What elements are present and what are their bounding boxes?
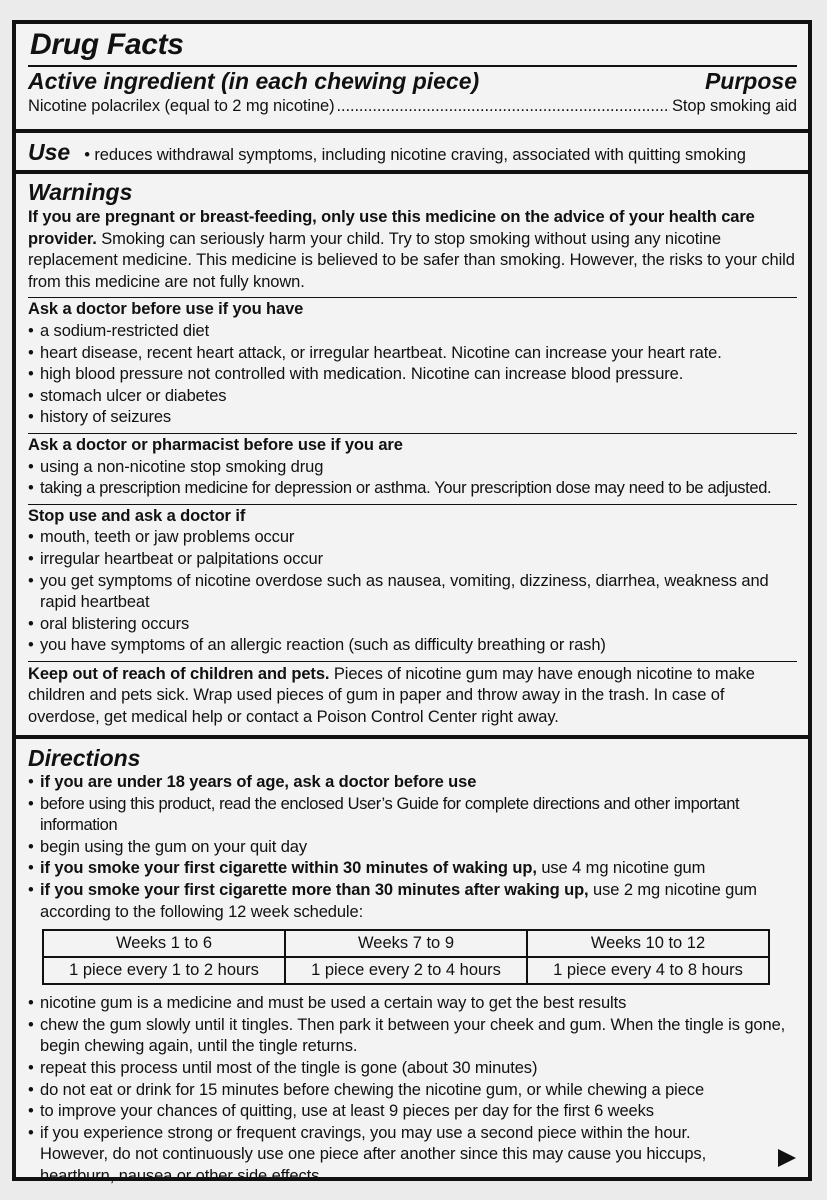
ask-pharmacist-heading: Ask a doctor or pharmacist before use if you are [28,435,403,454]
usage-list [28,993,797,1187]
list-item: • a sodium-restricted diet [28,321,797,343]
table-header-cell: Weeks 10 to 12 [527,930,769,957]
divider [28,661,797,662]
ingredient-text: Nicotine polacrilex (equal to 2 mg nicotine) [28,97,335,115]
use-section [16,133,808,174]
purpose-text: Stop smoking aid [672,97,797,115]
list-item: • taking a prescription medicine for depression or asthma. Your prescription dose may need to be adjusted. [28,478,797,500]
directions-list [28,772,797,923]
active-ingredient-heading: Active ingredient (in each chewing piece) [28,68,480,94]
list-item: • before using this product, read the enclosed User’s Guide for complete directions and other important information [28,794,797,837]
divider [28,433,797,434]
active-ingredient-section [16,28,808,133]
pregnancy-warning-bold: If you are pregnant or breast-feeding, only use this medicine on the advice of your health care provider. [28,208,755,248]
table-row [43,930,769,957]
list-item: • chew the gum slowly until it tingles. Then park it between your cheek and gum. When the tingle is gone, begin chewing again, until the tingle returns. [28,1015,787,1058]
use-heading: Use [28,139,71,165]
table-cell: 1 piece every 2 to 4 hours [285,957,527,984]
list-item: • repeat this process until most of the tingle is gone (about 30 minutes) [28,1058,787,1080]
table-row [43,957,769,984]
list-item: • history of seizures [28,407,797,429]
table-cell: 1 piece every 1 to 2 hours [43,957,285,984]
purpose-heading: Purpose [704,68,797,94]
list-item: • to improve your chances of quitting, use at least 9 pieces per day for the first 6 weeks [28,1101,787,1123]
list-item: • irregular heartbeat or palpitations occur [28,549,797,571]
ask-doctor-heading: Ask a doctor before use if you have [28,300,304,319]
leader-dots [337,96,671,118]
drug-facts-panel [12,20,812,1185]
ask-doctor-list [28,321,797,429]
table-header-cell: Weeks 7 to 9 [285,930,527,957]
dosage-schedule-table [42,929,770,985]
divider [28,297,797,298]
page-title: Drug Facts [30,28,184,61]
list-item: • begin using the gum on your quit day [28,837,797,859]
list-item: • oral blistering occurs [28,614,797,636]
pregnancy-warning-text: Smoking can seriously harm your child. Try to stop smoking without using any nicotine replacement medicine. This medicine is believed to be safer than smoking. However, the risks to your child from this medicine are not fully known. [28,229,795,291]
list-item: • stomach ulcer or diabetes [28,386,797,408]
warnings-section [16,174,808,739]
list-item: • you have symptoms of an allergic reaction (such as difficulty breathing or rash) [28,635,797,657]
keep-out-bold: Keep out of reach of children and pets. [28,664,330,683]
stop-use-list [28,527,797,657]
table-header-cell: Weeks 1 to 6 [43,930,285,957]
list-item: • do not eat or drink for 15 minutes before chewing the nicotine gum, or while chewing a piece [28,1080,787,1102]
list-item: • if you smoke your first cigarette more than 30 minutes after waking up, use 2 mg nicotine gum according to the following 12 week schedule: [28,880,797,923]
divider [28,504,797,505]
directions-section [16,739,808,1185]
keep-out-text: Pieces of nicotine gum may have enough nicotine to make children and pets sick. Wrap used pieces of gum in paper and throw away in the trash. In case of overdose, get medical help or contact a Poison Control Center right away. [28,664,755,727]
directions-heading: Directions [28,745,141,771]
list-item: • you get symptoms of nicotine overdose such as nausea, vomiting, dizziness, diarrhea, weakness and rapid heartbeat [28,571,797,614]
list-item: • high blood pressure not controlled with medication. Nicotine can increase blood pressure. [28,364,797,386]
list-item: • nicotine gum is a medicine and must be used a certain way to get the best results [28,993,787,1015]
table-cell: 1 piece every 4 to 8 hours [527,957,769,984]
ask-pharmacist-list [28,457,797,500]
list-item: • if you experience strong or frequent cravings, you may use a second piece within the hour. However, do not continuously use one piece after another since this may cause you hiccups, heartburn, nausea or other side effects. [28,1123,787,1188]
list-item: • using a non-nicotine stop smoking drug [28,457,797,479]
list-item: • if you smoke your first cigarette within 30 minutes of waking up, use 4 mg nicotine gum [28,858,797,880]
play-arrow-icon [778,1149,796,1167]
list-item: • heart disease, recent heart attack, or irregular heartbeat. Nicotine can increase your heart rate. [28,343,797,365]
list-item: • if you are under 18 years of age, ask a doctor before use [28,772,797,794]
warnings-heading: Warnings [28,179,133,205]
title-divider [28,65,797,67]
stop-use-heading: Stop use and ask a doctor if [28,506,246,525]
use-text: • reduces withdrawal symptoms, including nicotine craving, associated with quitting smoking [84,146,746,164]
list-item: • mouth, teeth or jaw problems occur [28,527,797,549]
